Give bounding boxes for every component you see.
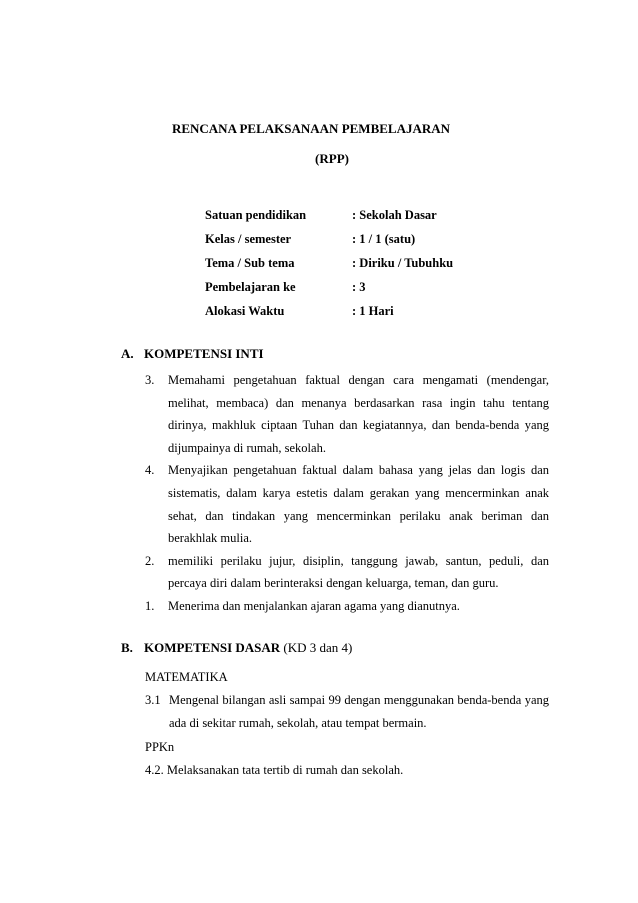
document-subtitle: (RPP): [315, 151, 349, 166]
kd-text: Mengenal bilangan asli sampai 99 dengan menggunakan benda-benda yang ada di sekitar rumah, sekolah, atau tempat bermain.: [169, 693, 549, 730]
info-value: : Diriku / Tubuhku: [352, 256, 454, 270]
info-row: [205, 231, 453, 255]
section-letter: B.: [121, 640, 133, 655]
item-number: 1.: [145, 598, 155, 613]
item-number: 3.: [145, 373, 155, 387]
info-table: [205, 207, 453, 327]
info-label: Tema / Sub tema: [205, 256, 295, 270]
item-text: Menyajikan pengetahuan faktual dalam bahasa yang jelas dan logis dan sistematis, dalam karya estetis dalam gerakan yang mencerminkan anak sehat, dan tindakan yang mencerminkan perilaku anak beriman dan berakhlak mulia.: [168, 463, 549, 546]
list-item: [145, 459, 549, 549]
list-item: [145, 595, 549, 618]
section-b-heading: [121, 640, 352, 656]
kompetensi-inti-list: [145, 369, 549, 618]
info-value: : 1 / 1 (satu): [352, 232, 416, 246]
info-value: : 3: [352, 280, 366, 294]
section-letter: A.: [121, 346, 134, 361]
section-a-heading: [121, 346, 264, 362]
kd-item: [145, 689, 549, 734]
info-row: [205, 207, 453, 231]
info-row: [205, 303, 453, 327]
info-value: : Sekolah Dasar: [352, 208, 437, 222]
item-text: Menerima dan menjalankan ajaran agama yang dianutnya.: [168, 598, 460, 613]
info-label: Pembelajaran ke: [205, 280, 296, 294]
item-number: 2.: [145, 553, 155, 568]
list-item: [145, 689, 549, 734]
section-note: (KD 3 dan 4): [280, 640, 353, 655]
document-title: RENCANA PELAKSANAAN PEMBELAJARAN: [171, 121, 451, 136]
info-value: : 1 Hari: [352, 304, 394, 318]
info-row: [205, 279, 453, 303]
item-text: memiliki perilaku jujur, disiplin, tanggung jawab, santun, peduli, dan percaya diri dalam berinteraksi dengan keluarga, teman, dan guru.: [168, 553, 549, 591]
section-title: KOMPETENSI DASAR: [144, 640, 281, 655]
list-item: [145, 369, 549, 459]
info-label: Alokasi Waktu: [205, 304, 285, 318]
subject-matematika: MATEMATIKA: [145, 670, 228, 684]
info-row: [205, 255, 453, 279]
info-label: Satuan pendidikan: [205, 208, 307, 222]
list-item: [145, 550, 549, 595]
kd-item-ppkn: 4.2. Melaksanakan tata tertib di rumah dan sekolah.: [145, 763, 404, 777]
info-label: Kelas / semester: [205, 232, 292, 246]
kd-number: 3.1: [145, 693, 161, 707]
item-number: 4.: [145, 463, 155, 478]
section-title: KOMPETENSI INTI: [144, 346, 264, 361]
item-text: Memahami pengetahuan faktual dengan cara mengamati (mendengar, melihat, membaca) dan menanya berdasarkan rasa ingin tahu tentang dirinya, makhluk ciptaan Tuhan dan kegiatannya, dan benda-benda yang dijumpainya di rumah, sekolah.: [168, 373, 549, 455]
subject-ppkn: PPKn: [145, 740, 175, 754]
